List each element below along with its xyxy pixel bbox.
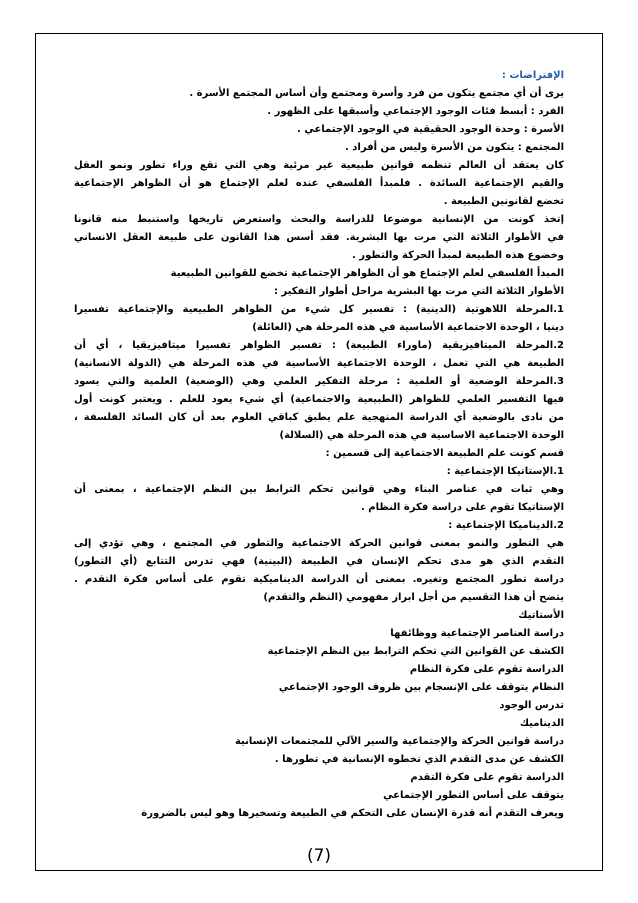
text-line: المبدأ الفلسفي لعلم الإجتماع هو أن الظواهر الإجتماعية تخضع للقوانين الطبيعية <box>170 268 564 279</box>
text-line: الطبيعة هي التي تعمل ، الوحدة الاجتماعية الأساسية في هذه المرحلة هي (الدولة الانسانية) <box>74 358 564 369</box>
text-line: الأطوار الثلاثة التي مرت بها البشرية مراحل أطوار التفكير : <box>273 286 564 297</box>
text-line: دراسة تطور المجتمع وتغيره. بمعنى أن الدراسة الديناميكية تقوم على أساس فكرة التقدم . <box>74 574 564 585</box>
text-line: تدرس الوجود <box>499 700 564 711</box>
text-line: النظام يتوقف على الإنسجام بين ظروف الوجود الإجتماعي <box>278 682 564 693</box>
text-line: الكشف عن القوانين التي تحكم الترابط بين النظم الإجتماعية <box>267 646 564 657</box>
text-line: الكشف عن مدى التقدم الذي تخطوه الإنسانية في تطورها . <box>274 754 564 765</box>
text-line: 1.الإستاتيكا الإجتماعية : <box>446 466 564 477</box>
text-line: كان يعتقد أن العالم تنظمه قوانين طبيعية غير مرئية وهي التي تقع وراء تطور ونمو العقل <box>74 160 564 171</box>
text-line: يتضح أن هذا التقسيم من أجل ابراز مفهومي (النظم والتقدم) <box>263 592 564 603</box>
text-line: تخضع لقانونين الطبيعة . <box>443 196 564 207</box>
text-line: الأسرة : وحدة الوجود الحقيقية في الوجود الإجتماعي . <box>297 124 564 135</box>
text-line: يرى أن أي مجتمع يتكون من فرد وأسرة ومجتمع وأن أساس المجتمع الأسرة . <box>189 88 564 99</box>
text-line: هي التطور والنمو بمعنى قوانين الحركة الاجتماعية والتطور في المجتمع ، وهي تؤدي إلى <box>74 538 564 549</box>
text-line: يتوقف على أساس التطور الإجتماعي <box>383 790 564 801</box>
text-line: من نادى بالوضعية أي الدراسة المنهجية علم يطبق كباقي العلوم بعد أن كان السائد الفلسفة ، <box>74 412 564 423</box>
text-line: وخضوع هذه الطبيعة لمبدأ الحركة والتطور . <box>352 250 564 261</box>
text-line: دراسة العناصر الإجتماعية ووظائفها <box>390 628 564 639</box>
text-line: المجتمع : يتكون من الأسرة وليس من أفراد . <box>345 142 564 153</box>
text-line: الديناميك <box>519 718 564 729</box>
text-line: الوحدة الاجتماعية الاساسية في هذه المرحلة هي (السلالة) <box>279 430 564 441</box>
text-line: 1.المرحلة اللاهوتية (الدينية) : تفسير كل شيء من الظواهر الطبيعية والإجتماعية تفسيرا <box>74 304 564 315</box>
text-line: قسم كونت علم الطبيعة الاجتماعية إلى قسمين : <box>325 448 564 459</box>
text-line: الدراسة تقوم على فكرة النظام <box>409 664 564 675</box>
text-line: 3.المرحلة الوضعية أو العلمية : مرحلة التفكير العلمي وهي (الوضعية) العلمية والتي يسود <box>74 376 564 387</box>
text-line: دراسة قوانين الحركة والإجتماعية والسير الآلي للمجتمعات الإنسانية <box>234 736 564 747</box>
text-line: الدراسة تقوم على فكرة التقدم <box>410 772 564 783</box>
text-line: وهي ثبات في عناصر البناء وهي قوانين تحكم الترابط بين النظم الإجتماعية ، بمعنى أن <box>74 484 564 495</box>
text-line: الإستاتيكا تقوم على دراسة فكرة النظام . <box>360 502 564 513</box>
text-line: دينيا ، الوحدة الاجتماعية الأساسية في هذه المرحلة هي (العائلة) <box>252 322 564 333</box>
text-line: 2.الديناميكا الإجتماعية : <box>448 520 564 531</box>
text-line: في الأطوار الثلاثة التي مرت بها البشرية. فقد أسس هذا القانون على طبيعة العقل الانساني <box>74 232 564 243</box>
text-line: فيها التفسير العلمي للظواهر (الطبيعية والاجتماعية) أي شيء يعود للعلم . ويعتبر كونت أول <box>74 394 564 405</box>
text-line: الفرد : أبسط فئات الوجود الإجتماعي وأسبقها على الظهور . <box>267 106 564 117</box>
page-number: (7) <box>306 846 332 866</box>
text-line: ويعرف التقدم أنه قدرة الإنسان على التحكم في الطبيعة وتسخيرها وهو ليس بالضرورة <box>141 808 564 819</box>
text-line: الأستاتيك <box>518 610 564 621</box>
document-body <box>74 67 564 823</box>
text-line: التقدم الذي هو مدى تحكم الإنسان في الطبيعة (البينية) فهي تدرس التتابع (أي التطور) <box>74 556 564 567</box>
text-line: إتخذ كونت من الإنسانية موضوعا للدراسة والبحث واستعرض تاريخها واستنبط منه قانونا <box>74 214 564 225</box>
text-line: 2.المرحلة الميتافيزيقية (ماوراء الطبيعة) : تفسير الظواهر تفسيرا ميتافيزيقيا ، أي أن <box>74 340 564 351</box>
text-line: والقيم الإجتماعية السائدة . فلمبدأ الفلسفي عنده لعلم الإجتماع هو أن الظواهر الإجتماعية <box>74 178 564 189</box>
section-heading: الإفتراضات : <box>501 70 564 81</box>
